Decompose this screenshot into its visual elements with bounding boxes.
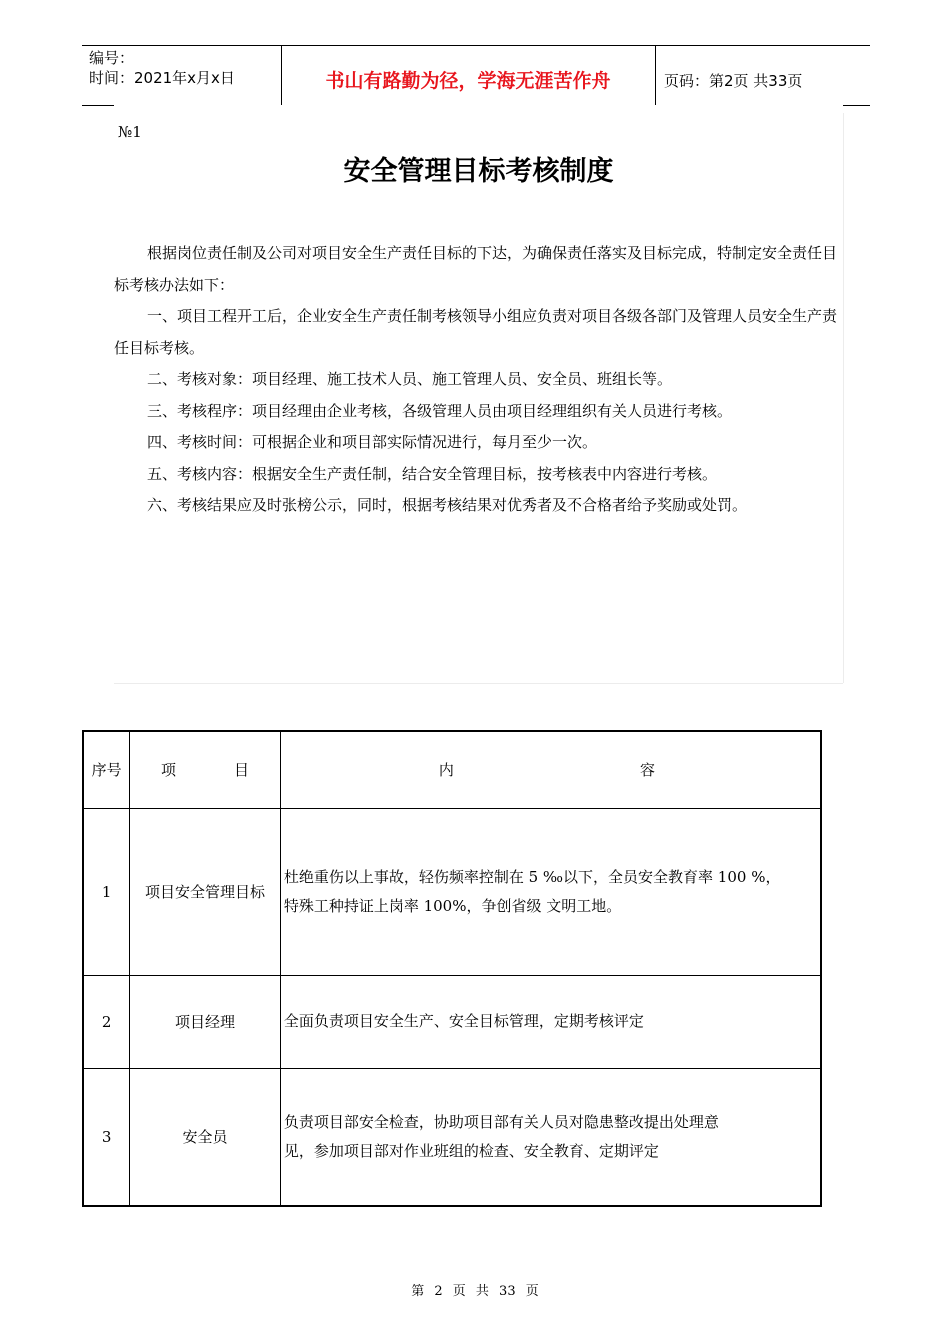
row-item: 项目安全管理目标: [130, 808, 281, 975]
header-bottom-rule-right: [843, 105, 870, 106]
paragraph-6: 六、考核结果应及时张榜公示，同时，根据考核结果对优秀者及不合格者给予奖励或处罚。: [147, 496, 748, 514]
text-frame-bottom: [114, 683, 843, 684]
table-row: [83, 975, 821, 1068]
row-number: 2: [83, 975, 130, 1068]
header-top-rule: [82, 45, 870, 46]
header-cell-item: [130, 731, 281, 808]
table-header-row: [83, 731, 821, 808]
paragraph-4: 四、考核时间：可根据企业和项目部实际情况进行，每月至少一次。: [147, 433, 598, 451]
row-content-line: 杜绝重伤以上事故，轻伤频率控制在 5 ‰以下，全员安全教育率 100 %，: [283, 867, 781, 886]
paragraph-2: 二、考核对象：项目经理、施工技术人员、施工管理人员、安全员、班组长等。: [147, 370, 673, 388]
page-title: 安全管理目标考核制度: [343, 156, 614, 187]
header-time-label: 时间：2021年x月x日: [89, 69, 235, 87]
header-bottom-rule-left: [82, 105, 114, 106]
text-frame-right: [843, 113, 844, 683]
header-content-char-1: 内: [438, 761, 454, 780]
row-content: [280, 1068, 821, 1206]
header-cell-content: [280, 731, 821, 808]
row-number: 3: [83, 1068, 130, 1206]
header-motto: 书山有路勤为径，学海无涯苦作舟: [325, 70, 611, 92]
page-footer: 第 2 页 共 33 页: [411, 1284, 539, 1299]
header-page-info: 页码：第2页 共33页: [664, 72, 803, 90]
header-meta: [89, 48, 235, 88]
header-number-label: 编号：: [89, 49, 135, 67]
assessment-table: [82, 730, 822, 1207]
header-item-char-1: 项: [161, 761, 177, 780]
row-content-line: 全面负责项目安全生产、安全目标管理，定期考核评定: [283, 1012, 644, 1030]
header-divider-right: [655, 45, 656, 105]
paragraph-3: 三、考核程序：项目经理由企业考核，各级管理人员由项目经理组织有关人员进行考核。: [147, 401, 733, 420]
paragraph-intro: 根据岗位责任制及公司对项目安全生产责任目标的下达，为确保责任落实及目标完成，特制定安全责任目标考核办法如下：: [114, 244, 838, 294]
row-item: 项目经理: [130, 975, 281, 1068]
paragraph-5: 五、考核内容：根据安全生产责任制，结合安全管理目标，按考核表中内容进行考核。: [147, 464, 718, 483]
row-item: 安全员: [130, 1068, 281, 1206]
row-content: [280, 808, 821, 975]
row-content-line: 见，参加项目部对作业班组的检查、安全教育、定期评定: [283, 1141, 659, 1160]
table-row: [83, 1068, 821, 1206]
header-cell-no: 序号: [83, 731, 130, 808]
row-number: 1: [83, 808, 130, 975]
table-row: [83, 808, 821, 975]
row-content-line: 特殊工种持证上岗率 100%，争创省级 文明工地。: [283, 896, 622, 915]
header-item-char-2: 目: [234, 761, 250, 780]
document-number: №1: [118, 123, 142, 141]
row-content-line: 负责项目部安全检查，协助项目部有关人员对隐患整改提出处理意: [283, 1112, 719, 1131]
paragraph-1: 一、项目工程开工后，企业安全生产责任制考核领导小组应负责对项目各级各部门及管理人员安全生产责任目标考核。: [114, 307, 838, 357]
row-content: [280, 975, 821, 1068]
header-content-char-2: 容: [639, 761, 655, 780]
body-text: [114, 238, 842, 522]
